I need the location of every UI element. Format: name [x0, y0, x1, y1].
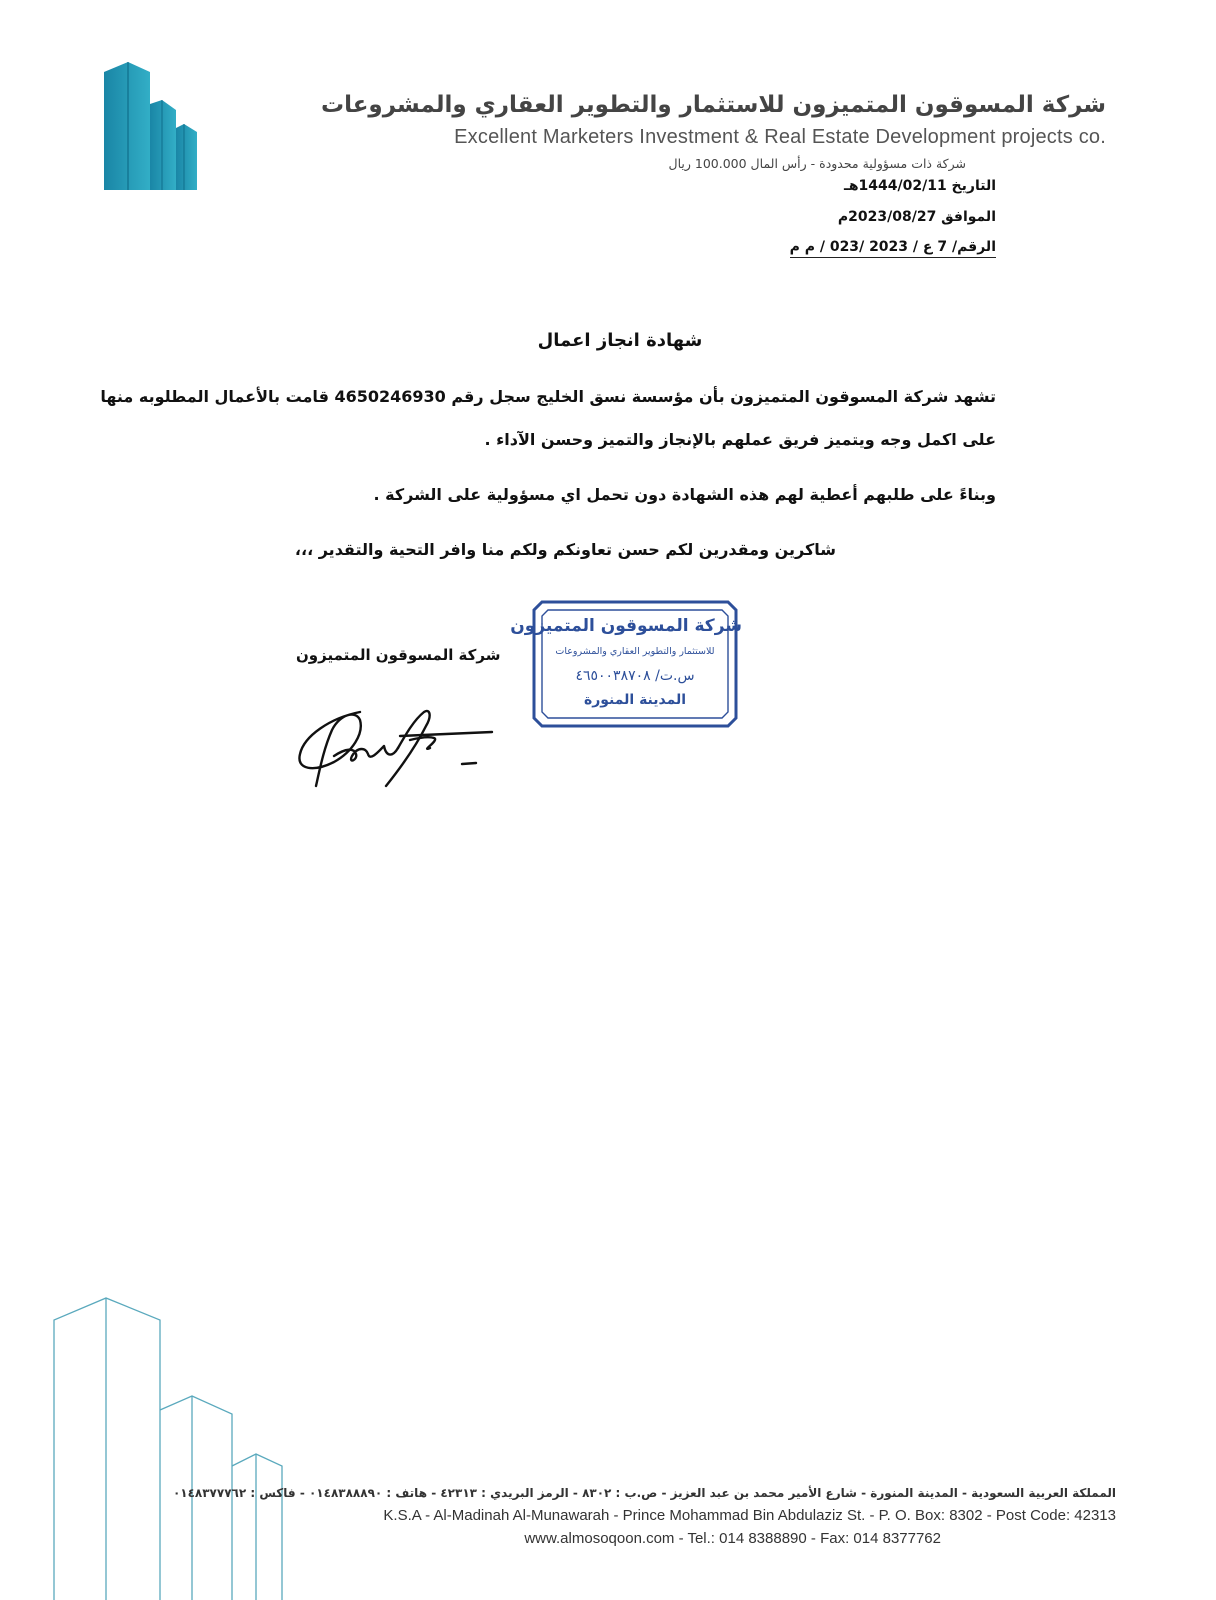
signatory-company: شركة المسوقون المتميزون: [296, 646, 501, 664]
footer-contact: www.almosoqoon.com - Tel.: 014 8388890 - Fax: 014 8377762: [524, 1530, 941, 1547]
certificate-title: شهادة انجاز اعمال: [537, 330, 703, 351]
company-legal-info: شركة ذات مسؤولية محدودة - رأس المال 100.000 ريال: [668, 156, 966, 171]
company-name-english: Excellent Marketers Investment & Real Estate Development projects co.: [454, 126, 1106, 148]
paragraph-1-line-1: تشهد شركة المسوقون المتميزون بأن مؤسسة نسق الخليج سجل رقم 4650246930 قامت بالأعمال المطلوبه منها: [100, 387, 996, 406]
stamp-line-1: شركة المسوقون المتميزون: [510, 616, 742, 636]
closing-paragraph: شاكرين ومقدرين لكم حسن تعاونكم ولكم منا وافر التحية والتقدير ،،،: [294, 540, 836, 559]
stamp-line-2: للاستثمار والتطوير العقاري والمشروعات: [555, 646, 715, 657]
company-name-arabic: شركة المسوقون المتميزون للاستثمار والتطوير العقاري والمشروعات: [320, 92, 1106, 118]
paragraph-1-line-2: على اكمل وجه ويتميز فريق عملهم بالإنجاز والتميز وحسن الآداء .: [484, 430, 996, 449]
stamp-line-3: س.ت/ ٤٦٥٠٠٣٨٧٠٨: [575, 668, 695, 684]
company-logo: [104, 62, 200, 190]
stamp-line-4: المدينة المنورة: [583, 692, 687, 708]
handwritten-signature: [290, 690, 510, 800]
reference-number: الرقم/ 7 ع / 2023 /023 / م م: [790, 239, 996, 258]
footer-address-arabic: المملكة العربية السعودية - المدينة المنورة - شارع الأمير محمد بن عبد العزيز - ص.ب : ٨٣٠٢ - الرمز البريدي : ٤٢٣١٣ - هاتف : ٠١٤٨٣٨٨٨٩٠ - فاكس : ٠١٤٨٣٧٧٧٦٢: [172, 1486, 1116, 1500]
footer-address-english: K.S.A - Al-Madinah Al-Munawarah - Prince Mohammad Bin Abdulaziz St. - P. O. Box: 8302 - Post Code: 42313: [383, 1507, 1116, 1524]
paragraph-2: وبناءً على طلبهم أعطية لهم هذه الشهادة دون تحمل اي مسؤولية على الشركة .: [373, 485, 996, 504]
hijri-date: التاريخ 1444/02/11هـ: [844, 178, 996, 194]
decorative-buildings-outline: [50, 1290, 290, 1600]
company-stamp: [510, 596, 742, 732]
gregorian-date: الموافق 2023/08/27م: [837, 209, 996, 225]
